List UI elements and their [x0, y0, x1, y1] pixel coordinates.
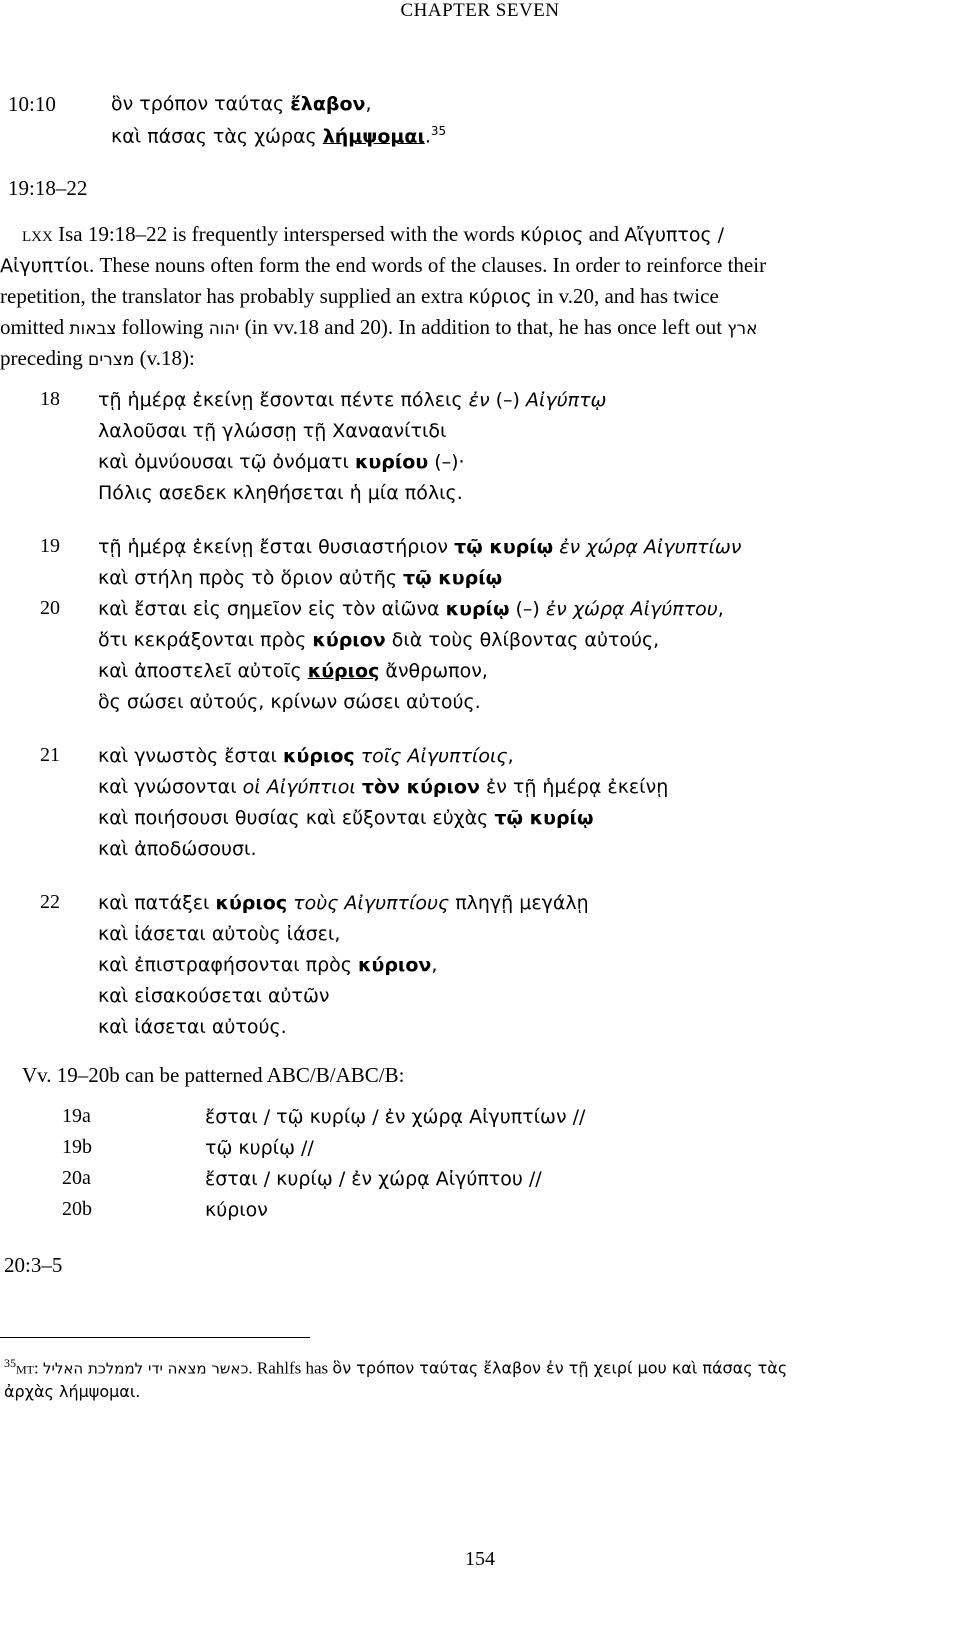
- greek-text: (–): [489, 389, 526, 411]
- emphasis-italic: ἐν χώρᾳ Αἰγυπτίων: [559, 536, 742, 558]
- abbrev-lxx: lxx: [22, 222, 53, 246]
- verse-line: [98, 776, 668, 798]
- greek-text: καὶ πατάξει: [98, 892, 216, 914]
- greek-text: τῇ ἡμέρᾳ ἐκείνῃ ἔσονται πέντε πόλεις: [98, 389, 469, 411]
- footnote-rule: [0, 1337, 310, 1338]
- verse-line: [98, 567, 502, 589]
- greek-text: διὰ τοὺς θλίβοντας αὐτούς,: [385, 629, 660, 651]
- emphasis-bold: τῷ κυρίῳ: [403, 567, 503, 589]
- text: Isa 19:18–22 is frequently interspersed with the words: [52, 222, 520, 246]
- verse-line: Πόλις ασεδεκ κληθήσεται ἡ μία πόλις.: [98, 482, 463, 504]
- verse-number: 20: [40, 597, 60, 619]
- emphasis-italic: Αἰγύπτῳ: [525, 389, 607, 411]
- emphasis-bold: κυρίου: [354, 451, 429, 473]
- verse-line: [111, 124, 446, 147]
- greek-text: καὶ πάσας τὰς χώρας: [111, 125, 323, 148]
- punctuation: ,: [717, 598, 724, 620]
- reference-19-18-22: 19:18–22: [8, 176, 88, 200]
- footnote-line: [4, 1356, 787, 1379]
- verse-line: [98, 892, 589, 914]
- text: repetition, the translator has probably supplied an extra: [0, 284, 469, 308]
- greek-text: (–)·: [428, 451, 465, 473]
- emphasis-italic: οἱ Αἰγύπτιοι: [242, 776, 356, 798]
- verse-line: [98, 536, 741, 558]
- punctuation: ,: [431, 954, 438, 976]
- text: (v.18):: [134, 346, 195, 370]
- greek-text: τῇ ἡμέρᾳ ἐκείνῃ ἔσται θυσιαστήριον: [98, 536, 455, 558]
- verse-line: [98, 660, 488, 682]
- greek-text: καὶ ὀμνύουσαι τῷ ὀνόματι: [98, 451, 355, 473]
- emphasis-bold: κύριος: [283, 745, 355, 767]
- verse-line: καὶ ἰάσεται αὐτούς.: [98, 1016, 287, 1038]
- verse-line: καὶ ἰάσεται αὐτοὺς ἰάσει,: [98, 923, 341, 945]
- text: following: [116, 315, 209, 339]
- emphasis-bold: τῷ κυρίῳ: [454, 536, 554, 558]
- verse-line: [111, 93, 372, 115]
- greek-text: καὶ ἐπιστραφήσονται πρὸς: [98, 954, 358, 976]
- footnote-marker: 35: [430, 124, 447, 138]
- greek-word: Αἴγυπτος /: [624, 224, 725, 246]
- emphasis-bold-underline: κύριος: [307, 660, 380, 682]
- paragraph-line: [0, 312, 757, 345]
- footnote-line: ἀρχὰς λήμψομαι.: [4, 1382, 141, 1401]
- greek-text: καὶ γνωστὸς ἔσται: [98, 745, 283, 767]
- text: . Rahlfs has: [248, 1358, 333, 1378]
- verse-line: ὃς σώσει αὐτούς, κρίνων σώσει αὐτούς.: [98, 691, 481, 713]
- reference-20-3-5: 20:3–5: [4, 1253, 63, 1277]
- greek-text: καὶ ἀποστελεῖ αὐτοῖς: [98, 660, 308, 682]
- verse-line: [98, 954, 437, 976]
- verse-line: λαλοῦσαι τῇ γλώσσῃ τῇ Χαναανίτιδι: [98, 420, 447, 442]
- verse-line: [98, 598, 724, 620]
- hebrew-text: כאשר מצאה ידי לממלכת האליל: [42, 1359, 249, 1378]
- paragraph-line: [0, 250, 766, 282]
- text: in v.20, and has twice: [531, 284, 719, 308]
- verse-line: [98, 745, 514, 767]
- pattern-row-text: ἔσται / τῷ κυρίῳ / ἐν χώρᾳ Αἰγυπτίων //: [205, 1106, 586, 1128]
- text: (in vv.18 and 20). In addition to that, he has once left out: [239, 315, 728, 339]
- emphasis-bold: τὸν κύριον: [361, 776, 480, 798]
- paragraph-line: [22, 219, 724, 251]
- greek-text: ὅτι κεκράξονται πρὸς: [98, 629, 313, 651]
- greek-word: κύριος: [468, 286, 532, 308]
- pattern-row-label: 20a: [62, 1167, 91, 1189]
- pattern-intro: Vv. 19–20b can be patterned ABC/B/ABC/B:: [22, 1063, 405, 1087]
- emphasis-bold: ἔλαβον: [290, 93, 366, 115]
- verse-line: [98, 451, 465, 473]
- verse-number: 18: [40, 388, 60, 410]
- emphasis-italic: τοῖς Αἰγυπτίοις: [360, 745, 508, 767]
- punctuation: ,: [507, 745, 514, 767]
- greek-text: καὶ στήλη πρὸς τὸ ὅριον αὐτῆς: [98, 567, 404, 589]
- greek-text: καὶ ποιήσουσι θυσίας καὶ εὔξονται εὐχὰς: [98, 807, 495, 829]
- greek-text: (–): [509, 598, 546, 620]
- pattern-row-text: ἔσται / κυρίῳ / ἐν χώρᾳ Αἰγύπτου //: [205, 1168, 542, 1190]
- greek-text: ὃν τρόπον ταύτας ἔλαβον ἐν τῇ χειρί μου καὶ πάσας τὰς: [332, 1358, 788, 1378]
- reference-10-10: 10:10: [8, 92, 56, 116]
- running-header: CHAPTER SEVEN: [400, 0, 560, 21]
- paragraph-line: [0, 281, 719, 313]
- pattern-row-label: 19b: [62, 1136, 92, 1158]
- emphasis-bold: κύριον: [312, 629, 386, 651]
- verse-line: [98, 807, 593, 829]
- emphasis-bold: κυρίῳ: [445, 598, 510, 620]
- verse-line: καὶ εἰσακούσεται αὐτῶν: [98, 985, 330, 1007]
- hebrew-word: מצרים: [88, 350, 135, 370]
- abbrev-mt: mt: [16, 1358, 34, 1378]
- text: and: [583, 222, 625, 246]
- pattern-row-text: τῷ κυρίῳ //: [205, 1137, 314, 1159]
- verse-number: 19: [40, 535, 60, 557]
- punctuation: ,: [365, 93, 372, 115]
- verse-line: [98, 629, 659, 651]
- emphasis-italic: ἐν: [468, 389, 490, 411]
- emphasis-bold: τῷ κυρίῳ: [494, 807, 594, 829]
- verse-number: 22: [40, 891, 60, 913]
- verse-number: 21: [40, 744, 60, 766]
- emphasis-italic: τοὺς Αἰγυπτίους: [293, 892, 450, 914]
- greek-text: ἄνθρωπον,: [379, 660, 488, 682]
- paragraph-line: [0, 343, 195, 376]
- footnote-number: 35: [4, 1356, 16, 1370]
- pattern-row-label: 19a: [62, 1105, 91, 1127]
- greek-word: Αἰγυπτίοι: [0, 255, 90, 277]
- emphasis-bold-underline: λήμψομαι: [322, 125, 425, 148]
- emphasis-bold: κύριος: [215, 892, 288, 914]
- greek-text: πληγῇ μεγάλῃ: [449, 892, 589, 914]
- hebrew-word: צבאות: [69, 319, 117, 339]
- text: preceding: [0, 346, 89, 370]
- greek-text: ἐν τῇ ἡμέρᾳ ἐκείνῃ: [479, 776, 669, 798]
- greek-text: καὶ γνώσονται: [98, 776, 243, 798]
- hebrew-word: ארץ: [727, 319, 758, 339]
- text: . These nouns often form the end words of the clauses. In order to reinforce their: [89, 253, 767, 277]
- text: :: [34, 1358, 43, 1378]
- emphasis-italic: ἐν χώρᾳ Αἰγύπτου: [545, 598, 718, 620]
- emphasis-bold: κύριον: [358, 954, 432, 976]
- page-number: 154: [465, 1548, 495, 1570]
- pattern-row-label: 20b: [62, 1198, 92, 1220]
- text: omitted: [0, 315, 70, 339]
- punctuation: .: [424, 125, 431, 148]
- greek-text: καὶ ἔσται εἰς σημεῖον εἰς τὸν αἰῶνα: [98, 598, 446, 620]
- verse-line: καὶ ἀποδώσουσι.: [98, 838, 257, 860]
- verse-line: [98, 389, 606, 411]
- greek-text: ὃν τρόπον ταύτας: [111, 93, 291, 115]
- greek-word: κύριος: [520, 224, 584, 246]
- hebrew-word: יהוה: [208, 319, 240, 339]
- pattern-row-text: κύριον: [205, 1199, 268, 1221]
